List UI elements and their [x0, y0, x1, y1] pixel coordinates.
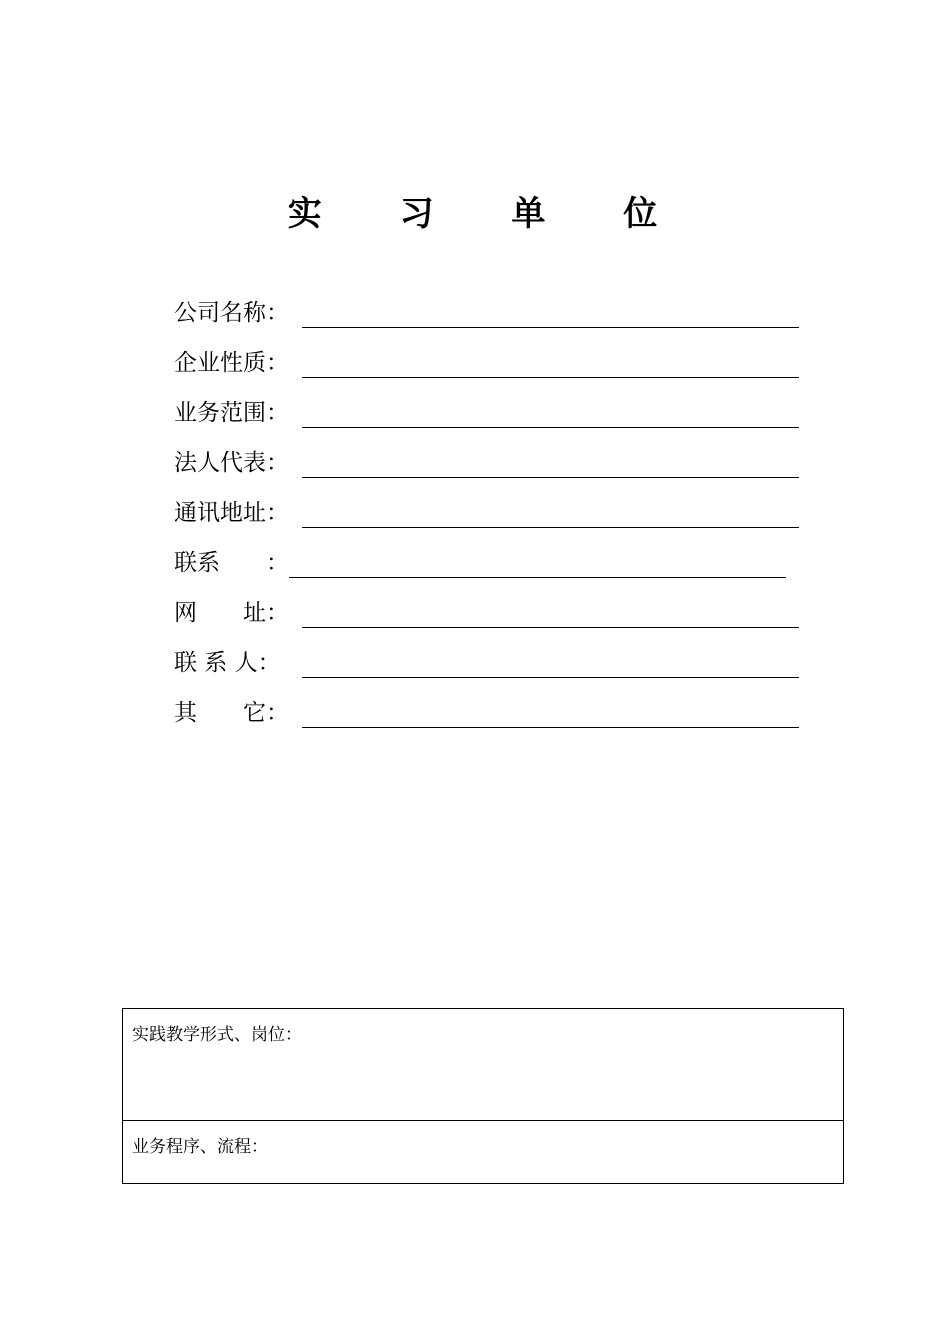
contact-input-line[interactable]	[289, 577, 786, 578]
enterprise-type-input-line[interactable]	[302, 377, 799, 378]
field-contact	[174, 546, 804, 582]
field-other	[174, 696, 804, 732]
field-company-name	[174, 296, 804, 332]
field-business-scope	[174, 396, 804, 432]
field-contact-person	[174, 646, 804, 682]
field-label: 网 址：	[174, 600, 289, 626]
page-title: 实 习 单 位	[287, 194, 691, 234]
website-input-line[interactable]	[302, 627, 799, 628]
other-input-line[interactable]	[302, 727, 799, 728]
business-process-label: 业务程序、流程：	[132, 1137, 268, 1157]
address-input-line[interactable]	[302, 527, 799, 528]
field-label: 法人代表：	[174, 450, 289, 476]
field-address	[174, 496, 804, 532]
field-label: 其 它：	[174, 700, 289, 726]
practice-info-table	[122, 1008, 844, 1184]
contact-person-input-line[interactable]	[302, 677, 799, 678]
practice-form-label: 实践教学形式、岗位：	[132, 1025, 302, 1045]
field-label: 企业性质：	[174, 350, 289, 376]
legal-representative-input-line[interactable]	[302, 477, 799, 478]
field-label: 联系 ：	[174, 550, 289, 576]
field-enterprise-type	[174, 346, 804, 382]
business-process-cell[interactable]	[123, 1121, 843, 1183]
field-website	[174, 596, 804, 632]
field-legal-representative	[174, 446, 804, 482]
company-name-input-line[interactable]	[302, 327, 799, 328]
business-scope-input-line[interactable]	[302, 427, 799, 428]
field-label: 业务范围：	[174, 400, 289, 426]
field-label: 通讯地址：	[174, 500, 289, 526]
field-label: 公司名称：	[174, 300, 289, 326]
field-label: 联 系 人：	[174, 650, 281, 676]
practice-form-cell[interactable]	[123, 1009, 843, 1121]
